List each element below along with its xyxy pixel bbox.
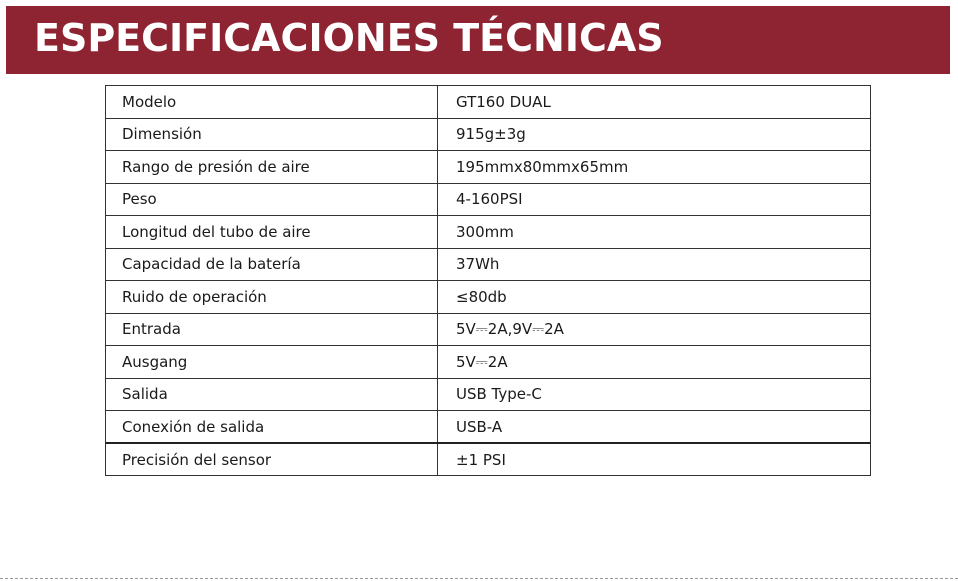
spec-value: 5V⎓2A (438, 346, 871, 379)
header-band (6, 6, 950, 74)
spec-label: Conexión de salida (106, 411, 438, 444)
spec-label: Precisión del sensor (106, 443, 438, 476)
table-row (106, 281, 871, 314)
table-row (106, 378, 871, 411)
table-row (106, 216, 871, 249)
table-row (106, 118, 871, 151)
table-row (106, 313, 871, 346)
spec-label: Modelo (106, 86, 438, 119)
bottom-divider (0, 578, 958, 579)
spec-label: Ruido de operación (106, 281, 438, 314)
spec-label: Dimensión (106, 118, 438, 151)
spec-value: USB Type-C (438, 378, 871, 411)
spec-value: 5V⎓2A,9V⎓2A (438, 313, 871, 346)
spec-label: Peso (106, 183, 438, 216)
spec-label: Longitud del tubo de aire (106, 216, 438, 249)
spec-value: 37Wh (438, 248, 871, 281)
spec-value: 195mmx80mmx65mm (438, 151, 871, 184)
spec-label: Capacidad de la batería (106, 248, 438, 281)
table-row (106, 183, 871, 216)
spec-label: Entrada (106, 313, 438, 346)
spec-value: 300mm (438, 216, 871, 249)
table-row (106, 346, 871, 379)
table-row (106, 411, 871, 444)
spec-value: 4-160PSI (438, 183, 871, 216)
spec-value: 915g±3g (438, 118, 871, 151)
spec-value: ±1 PSI (438, 443, 871, 476)
spec-value: GT160 DUAL (438, 86, 871, 119)
table-row (106, 86, 871, 119)
spec-value: USB-A (438, 411, 871, 444)
spec-label: Salida (106, 378, 438, 411)
spec-label: Ausgang (106, 346, 438, 379)
table-row (106, 443, 871, 476)
spec-value: ≤80db (438, 281, 871, 314)
table-row (106, 151, 871, 184)
table-row (106, 248, 871, 281)
page-title: ESPECIFICACIONES TÉCNICAS (34, 16, 664, 60)
spec-table (105, 85, 871, 476)
spec-label: Rango de presión de aire (106, 151, 438, 184)
